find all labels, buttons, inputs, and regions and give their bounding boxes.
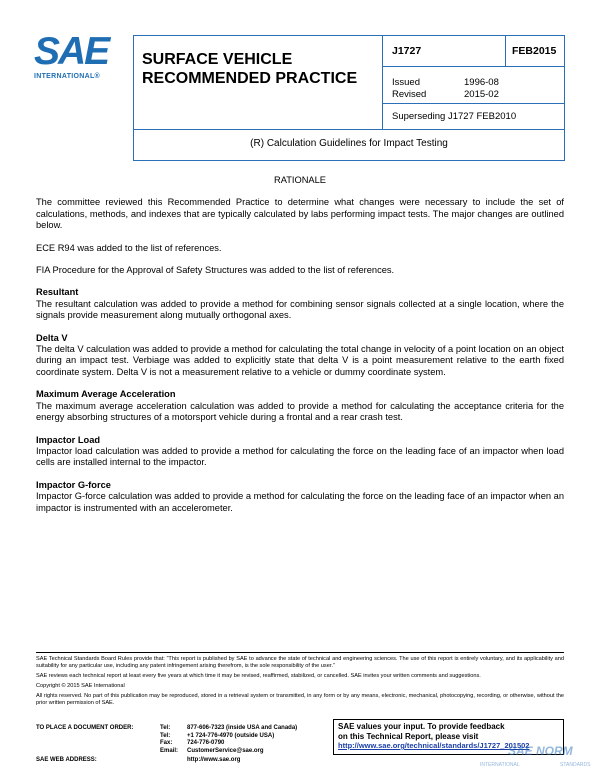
title-line-1: SURFACE VEHICLE: [142, 51, 293, 68]
feedback-line-2: on this Technical Report, please visit: [338, 731, 479, 741]
legal-footer: [36, 652, 564, 710]
divider: [134, 129, 564, 130]
section-heading: Impactor Load: [36, 434, 101, 445]
document-subtitle: (R) Calculation Guidelines for Impact Testing: [250, 138, 448, 149]
order-label: TO PLACE A DOCUMENT ORDER:: [36, 725, 134, 731]
document-header: [133, 35, 565, 161]
watermark-small-1: INTERNATIONAL: [480, 762, 520, 768]
issued-label: Issued: [392, 77, 420, 88]
review-notice: SAE reviews each technical report at least every five years at which time it may be revised, reaffirmed, stabilized, or cancelled. SAE invites your written comments and suggestions.: [36, 673, 481, 679]
divider: [382, 103, 564, 104]
email-label: Email:: [160, 747, 179, 754]
document-type-title: [142, 50, 357, 88]
divider: [382, 36, 383, 129]
section-heading: Maximum Average Acceleration: [36, 389, 176, 400]
watermark: [480, 744, 598, 774]
watermark-text: SAE NORM: [508, 744, 573, 758]
section-text: Impactor G-force calculation was added to provide a method for calculating the force on the leading face of an impactor when an impactor is instrumented with an accelerometer.: [36, 491, 564, 513]
document-body: [36, 175, 564, 525]
section-text: The resultant calculation was added to provide a method for combining sensor signals collected at a single location, where the signals provide measurement along mutually orthogonal axes.: [36, 298, 564, 321]
document-number: J1727: [392, 45, 422, 57]
sae-logo-mark: SAE: [34, 30, 109, 73]
fax-number: 724-776-0790: [187, 740, 225, 746]
section-text: Impactor load calculation was added to provide a method for calculating the force on the leading face of an impactor when load cells are installed internal to the impactor.: [36, 445, 564, 468]
web-label: SAE WEB ADDRESS:: [36, 757, 97, 763]
ece-paragraph: ECE R94 was added to the list of references.: [36, 242, 222, 253]
section-heading: Impactor G-force: [36, 479, 111, 490]
sae-logo-sub: INTERNATIONAL®: [34, 73, 101, 80]
sae-logo: [34, 30, 114, 84]
section-text: The maximum average acceleration calculation was added to provide a method for calculating the acceptance criteria for the energy absorbing structures of a motorsport vehicle during a frontal and a rear crash test.: [36, 400, 564, 423]
feedback-link[interactable]: http://www.sae.org/technical/standards/J1727_201502: [338, 741, 530, 750]
watermark-small-2: STANDARDS: [560, 762, 591, 768]
superseding-note: Superseding J1727 FEB2010: [392, 111, 517, 122]
rationale-title: RATIONALE: [273, 175, 326, 185]
tel-outside: +1 724-776-4970 (outside USA): [187, 732, 275, 739]
section-heading: Delta V: [36, 332, 68, 343]
rights-notice: All rights reserved. No part of this publication may be reproduced, stored in a retrieval system or transmitted, in any form or by any means, electronic, mechanical, photocopying, recording, or otherwise, without the prior written permission of SAE.: [36, 693, 564, 706]
issued-value: 1996-08: [464, 77, 499, 88]
web-address[interactable]: http://www.sae.org: [187, 757, 241, 763]
tel-label: Tel:: [160, 725, 171, 731]
section-text: The delta V calculation was added to provide a method for calculating the total change in velocity of a point location on an object during an impact test. Verbiage was added to explicitly state that delta V is a point measurement relative to the earth fixed coordinate system. Delta V is not a measurement relative to a vehicle or dummy coordinate system.: [36, 344, 564, 377]
section-heading: Resultant: [36, 287, 79, 298]
fax-label: Fax:: [160, 740, 173, 746]
divider: [505, 36, 506, 66]
revised-label: Revised: [392, 89, 427, 100]
document-date: FEB2015: [512, 45, 557, 57]
feedback-line-1: SAE values your input. To provide feedback: [338, 722, 505, 731]
tel-label: Tel:: [160, 732, 171, 739]
rules-notice: SAE Technical Standards Board Rules provide that: “This report is published by SAE to advance the state of technical and engineering sciences. The use of this report is entirely voluntary, and its applicability and suitability for any particular use, including any patent infringement arising therefrom, is the sole responsibility of the user.”: [36, 656, 564, 669]
intro-paragraph: The committee reviewed this Recommended Practice to determine what changes were necessary to include the set of calculations, methods, and indexes that are typically calculated by labs performing impact tests. The major changes are outlined below.: [36, 197, 564, 231]
fia-paragraph: FIA Procedure for the Approval of Safety Structures was added to the list of references.: [36, 265, 395, 276]
revised-value: 2015-02: [464, 89, 499, 100]
email-address[interactable]: CustomerService@sae.org: [187, 747, 264, 754]
divider: [382, 66, 564, 67]
copyright-notice: Copyright © 2015 SAE International: [36, 683, 125, 689]
title-line-2: RECOMMENDED PRACTICE: [142, 70, 358, 87]
tel-inside: 877-606-7323 (inside USA and Canada): [187, 725, 298, 731]
